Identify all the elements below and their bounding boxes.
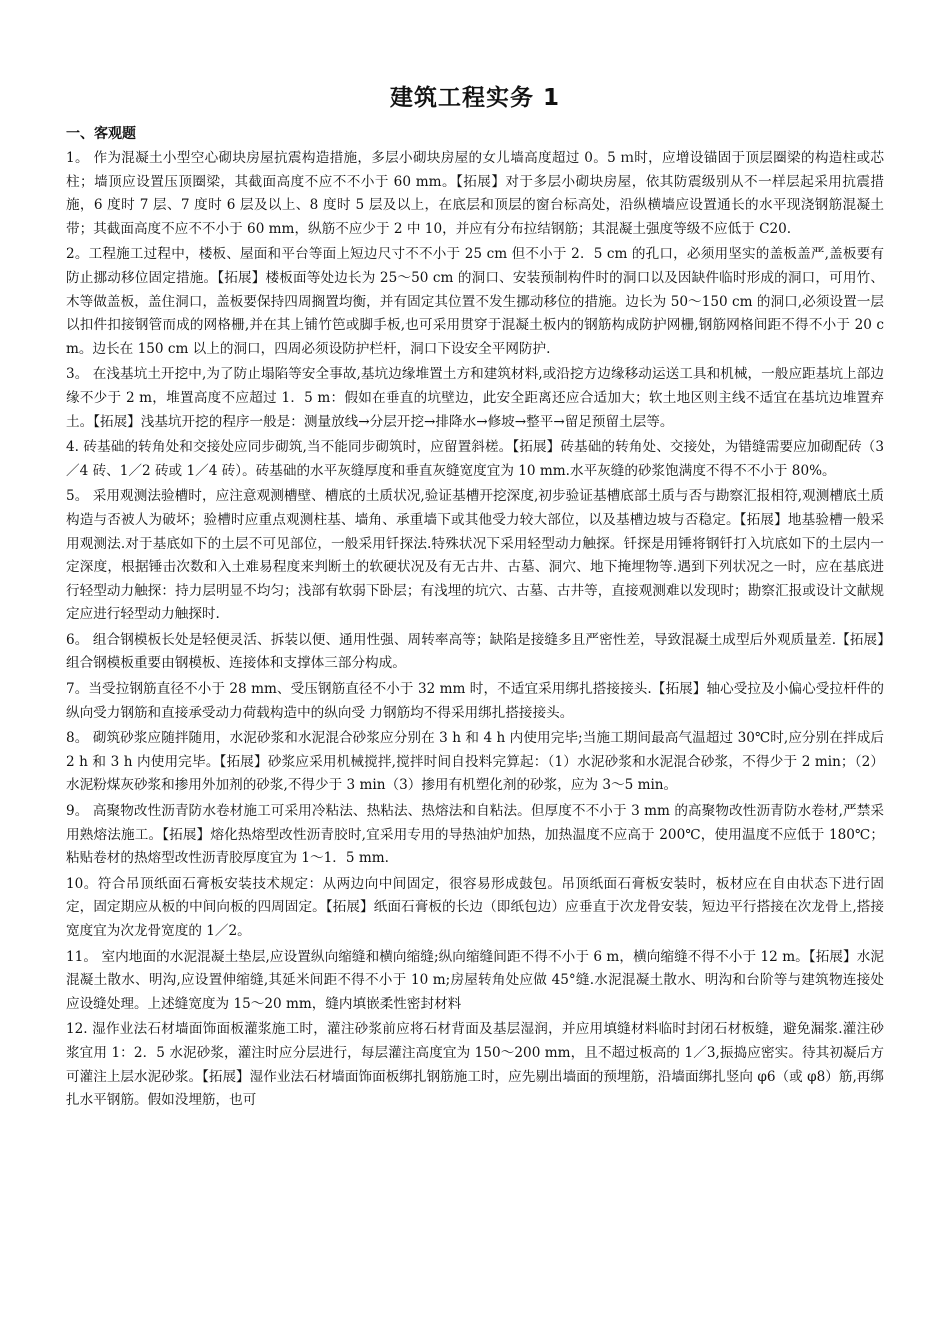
paragraph-7: 7。当受拉钢筋直径不小于 28 mm、受压钢筋直径不小于 32 mm 时，不适宜采用绑扎搭接接头.【拓展】轴心受拉及小偏心受拉杆件的纵向受力钢筋和直接承受动力荷载构造中的纵向受 力钢筋均不得采用绑扎搭接接头。: [66, 681, 884, 721]
paragraph-3: 3。 在浅基坑土开挖中,为了防止塌陷等安全事故,基坑边缘堆置土方和建筑材料,或沿挖方边缘移动运送工具和机械，一般应距基坑上部边缘不少于 2 m，堆置高度不应超过 1．5 m：假如在垂直的坑壁边，此安全距离还应合适加大；软土地区则主线不适宜在基坑边堆置弃土。【拓展】浅基坑开挖的程序一般是：测量放线→分层开挖→排降水→修坡→整平→留足预留土层等。: [66, 366, 884, 430]
paragraph-12: 12. 湿作业法石材墙面饰面板灌浆施工时，灌注砂浆前应将石材背面及基层湿润，并应用填缝材料临时封闭石材板缝，避免漏浆.灌注砂浆宜用 1：2．5 水泥砂浆，灌注时应分层进行，每层灌注高度宜为 150～200 mm，且不超过板高的 1／3,振捣应密实。待其初凝后方可灌注上层水泥砂浆。【拓展】湿作业法石材墙面饰面板绑扎钢筋施工时，应先剔出墙面的预埋筋，沿墙面绑扎竖向 φ6（或 φ8）筋,再绑扎水平钢筋。假如没埋筋，也可: [66, 1021, 884, 1109]
paragraph-9: 9。 高聚物改性沥青防水卷材施工可采用冷粘法、热粘法、热熔法和自粘法。但厚度不不小于 3 mm 的高聚物改性沥青防水卷材,严禁采用熟熔法施工。【拓展】熔化热熔型改性沥青胶时,宜采用专用的导热油炉加热，加热温度不应高于 200℃，使用温度不应低于 180℃；粘贴卷材的热熔型改性沥青胶厚度宜为 1～1．5 mm.: [66, 803, 884, 867]
paragraph-8: 8。 砌筑砂浆应随拌随用，水泥砂浆和水泥混合砂浆应分别在 3 h 和 4 h 内使用完毕;当施工期间最高气温超过 30℃时,应分别在拌成后 2 h 和 3 h 内使用完毕。【拓展】砂浆应采用机械搅拌,搅拌时间自投料完算起：（1）水泥砂浆和水泥混合砂浆，不得少于 2 min；（2）水泥粉煤灰砂浆和掺用外加剂的砂浆,不得少于 3 min（3）掺用有机塑化剂的砂浆，应为 3～5 min。: [66, 730, 884, 794]
paragraph-4: 4. 砖基础的转角处和交接处应同步砌筑,当不能同步砌筑时，应留置斜槎。【拓展】砖基础的转角处、交接处，为错缝需要应加砌配砖（3／4 砖、1／2 砖或 1／4 砖）。砖基础的水平灰缝厚度和垂直灰缝宽度宜为 10 mm.水平灰缝的砂浆饱满度不得不不小于 80%。: [66, 439, 884, 479]
paragraph-10: 10。符合吊顶纸面石膏板安装技术规定：从两边向中间固定，很容易形成鼓包。吊顶纸面石膏板安装时，板材应在自由状态下进行固定，固定期应从板的中间向板的四周固定。【拓展】纸面石膏板的长边（即纸包边）应垂直于次龙骨安装，短边平行搭接在次龙骨上,搭接宽度宜为次龙骨宽度的 1／2。: [66, 875, 884, 939]
paragraph-2: 2。工程施工过程中，楼板、屋面和平台等面上短边尺寸不不小于 25 cm 但不小于 2．5 cm 的孔口，必须用坚实的盖板盖严,盖板要有防止挪动移位固定措施。【拓展】楼板面等处边长为 25～50 cm 的洞口、安装预制构件时的洞口以及因缺件临时形成的洞口，可用竹、木等做盖板，盖住洞口，盖板要保持四周搁置均衡，并有固定其位置不发生挪动移位的措施。边长为 50～150 cm 的洞口,必须设置一层以扣件扣接钢管而成的网格栅,并在其上铺竹笆或脚手板,也可采用贯穿于混凝土板内的钢筋构成防护网栅,钢筋网格间距不得不小于 20 cm。边长在 150 cm 以上的洞口，四周必须设防护栏杆，洞口下设安全平网防护.: [66, 246, 884, 357]
paragraph-1: 1。 作为混凝土小型空心砌块房屋抗震构造措施，多层小砌块房屋的女儿墙高度超过 0。5 ｍ时，应增设锚固于顶层圈梁的构造柱或芯柱；墙顶应设置压顶圈梁，其截面高度不应不不小于 60 mm。【拓展】对于多层小砌块房屋，依其防震级别从不一样层起采用抗震措施，6 度时 7 层、7 度时 6 层及以上、8 度时 5 层及以上，在底层和顶层的窗台标高处，沿纵横墙应设置通长的水平现浇钢筋混凝土带；其截面高度不应不不小于 60 mm，纵筋不应少于 2 中 10，并应有分布拉结钢筋；其混凝土强度等级不应低于 C20.: [66, 150, 884, 237]
document-title: 建筑工程实务 1: [389, 85, 560, 111]
paragraph-11: 11。 室内地面的水泥混凝土垫层,应设置纵向缩缝和横向缩缝;纵向缩缝间距不得不小于 6 m，横向缩缝不得不小于 12 m。【拓展】水泥混凝土散水、明沟,应设置伸缩缝,其延米间距不得不小于 10 m;房屋转角处应做 45°缝.水泥混凝土散水、明沟和台阶等与建筑物连接处应设缝处理。上述缝宽度为 15～20 mm，缝内填嵌柔性密封材料: [66, 948, 884, 1012]
section-heading: 一、客观题: [66, 126, 136, 142]
paragraph-6: 6。 组合钢模板长处是轻便灵活、拆装以便、通用性强、周转率高等；缺陷是接缝多且严密性差，导致混凝土成型后外观质量差.【拓展】组合钢模板重要由钢模板、连接体和支撑体三部分构成。: [66, 631, 884, 672]
paragraph-5: 5。 采用观测法验槽时，应注意观测槽壁、槽底的土质状况,验证基槽开挖深度,初步验证基槽底部土质与否与勘察汇报相符,观测槽底土质构造与否被人为破坏；验槽时应重点观测柱基、墙角、承重墙下或其他受力较大部位，以及基槽边坡与否稳定。【拓展】地基验槽一般采用观测法.对于基底如下的土层不可见部位，一般采用钎探法.特殊状况下采用轻型动力触探。钎探是用锤将钢钎打入坑底如下的土层内一定深度，根据锤击次数和入土难易程度来判断土的软硬状况及有无古井、古墓、洞穴、地下掩埋物等.遇到下列状况之一时，应在基底进行轻型动力触探：持力层明显不均匀；浅部有软弱下卧层；有浅埋的坑穴、古墓、古井等，直接观测难以发现时；勘察汇报或设计文献规定应进行轻型动力触探时.: [66, 488, 884, 623]
